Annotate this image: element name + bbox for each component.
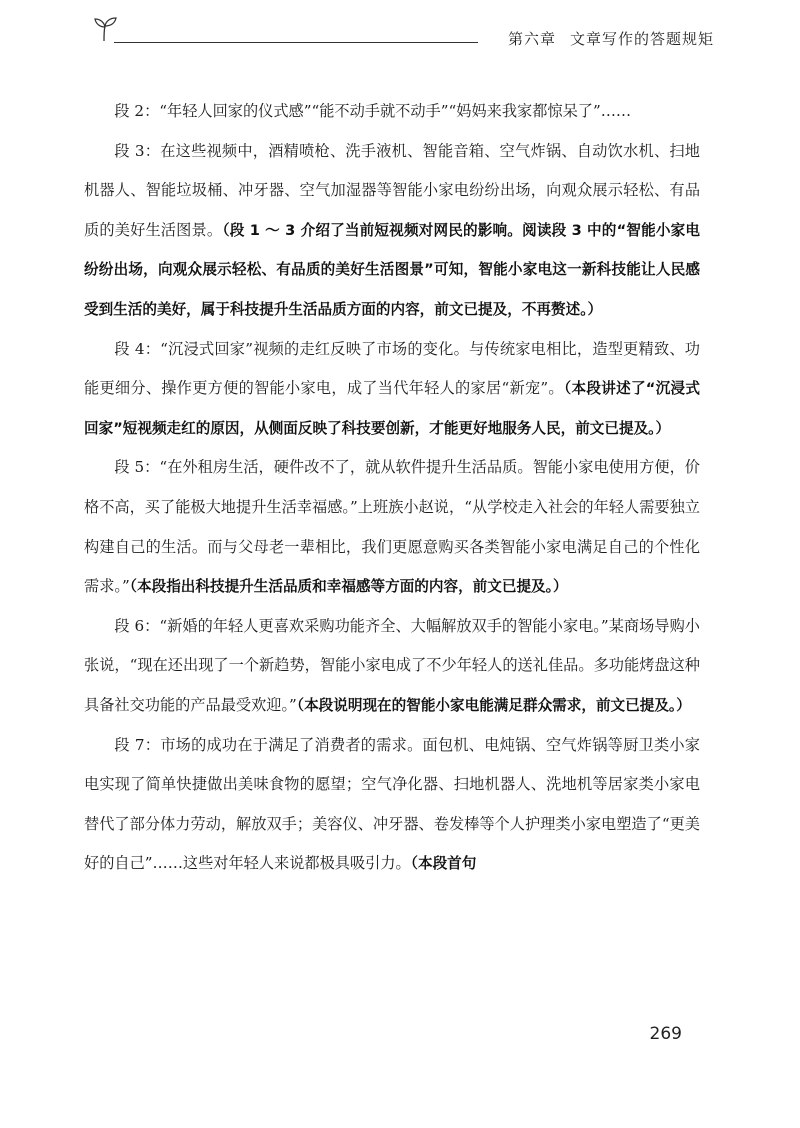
annotation: （本段说明现在的智能小家电能满足群众需求，前文已提及。） [296,696,691,714]
paragraph-5 [84,448,700,606]
annotation: （本段指出科技提升生活品质和幸福感等方面的内容，前文已提及。） [129,578,568,596]
paragraph-text: 段 6：“新婚的年轻人更喜欢采购功能齐全、大幅解放双手的智能小家电。”某商场导购小张说，“现在还出现了一个新趋势，智能小家电成了不少年轻人的送礼佳品。多功能烤盘这种具备社交功能的产品最受欢迎。” [84,616,700,714]
annotation: （本段首句 [410,855,477,873]
body-text [84,92,700,884]
paragraph-2 [84,92,700,132]
paragraph-7 [84,726,700,884]
annotation: （本段讲述了“沉浸式回家”短视频走红的原因，从侧面反映了科技要创新，才能更好地服务人民，前文已提及。） [84,380,701,437]
chapter-label: 第六章 [507,30,556,48]
paragraph-text: 段 2：“年轻人回家的仪式感”“能不动手就不动手”“妈妈来我家都惊呆了”…… [114,102,632,120]
paragraph-4 [84,330,700,449]
header-title [508,28,714,49]
paragraph-6 [84,607,700,726]
header-rule [114,42,478,43]
paragraph-text: 段 7：市场的成功在于满足了消费者的需求。面包机、电炖锅、空气炸锅等厨卫类小家电实现了简单快捷做出美味食物的愿望；空气净化器、扫地机器人、洗地机等居家类小家电替代了部分体力劳动，解放双手；美容仪、冲牙器、卷发棒等个人护理类小家电塑造了“更美好的自己”……这些对年轻人来说都极具吸引力。 [84,735,700,873]
paragraph-text: 段 4：“沉浸式回家”视频的走红反映了市场的变化。与传统家电相比，造型更精致、功能更细分、操作更方便的智能小家电，成了当代年轻人的家居“新宠”。 [84,339,700,398]
sprout-icon [92,16,120,42]
paragraph-text: 段 5：“在外租房生活，硬件改不了，就从软件提升生活品质。智能小家电使用方便，价格不高，买了能极大地提升生活幸福感。”上班族小赵说，“从学校走入社会的年轻人需要独立构建自己的生活。而与父母老一辈相比，我们更愿意购买各类智能小家电满足自己的个性化需求。” [84,458,700,596]
paragraph-text: 段 3：在这些视频中，酒精喷枪、洗手液机、智能音箱、空气炸锅、自动饮水机、扫地机器人、智能垃圾桶、冲牙器、空气加湿器等智能小家电纷纷出场，向观众展示轻松、有品质的美好生活图景。 [84,141,700,239]
running-header [92,14,714,54]
paragraph-3 [84,132,700,330]
chapter-title: 文章写作的答题规矩 [569,30,714,48]
annotation: （段 1 ～ 3 介绍了当前短视频对网民的影响。阅读段 3 中的“智能小家电纷纷出场，向观众展示轻松、有品质的美好生活图景”可知，智能小家电这一新科技能让人民感受到生活的美好，属于科技提升生活品质方面的内容，前文已提及，不再赘述。） [84,221,700,318]
page-number: 269 [649,1024,682,1044]
